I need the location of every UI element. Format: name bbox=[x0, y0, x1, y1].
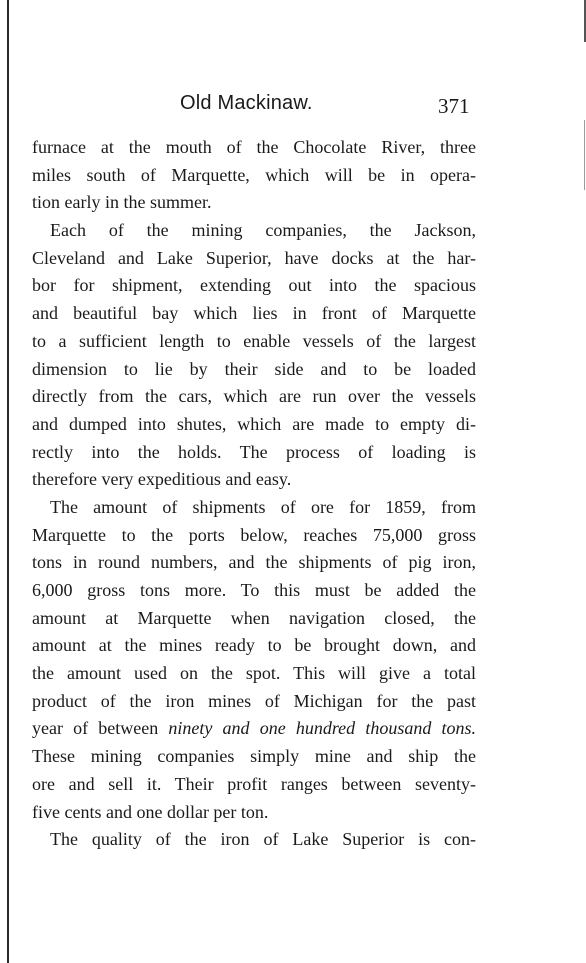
page-header bbox=[0, 92, 586, 122]
text-line: and beautiful bay which lies in front of Marquette bbox=[32, 303, 476, 324]
page-number: 371 bbox=[438, 94, 470, 118]
text-line-plain: year of between bbox=[32, 718, 169, 739]
text-line: amount at the mines ready to be brought down, and bbox=[32, 635, 476, 656]
text-line: and dumped into shutes, which are made to empty di- bbox=[32, 413, 476, 434]
text-line: to a sufficient length to enable vessels of the largest bbox=[32, 330, 476, 351]
text-line: furnace at the mouth of the Chocolate River, three bbox=[32, 137, 476, 157]
italic-phrase: ninety and one hundred thousand tons. bbox=[168, 718, 476, 739]
text-line: Cleveland and Lake Superior, have docks at the har- bbox=[32, 247, 476, 268]
text-line: rectly into the holds. The process of loading is bbox=[32, 441, 476, 462]
text-line: the amount used on the spot. This will give a total bbox=[32, 663, 476, 684]
text-line: product of the iron mines of Michigan for the past bbox=[32, 690, 476, 711]
text-line: tons in round numbers, and the shipments of pig iron, bbox=[32, 552, 476, 573]
text-line: The quality of the iron of Lake Superior is con- bbox=[50, 829, 476, 850]
text-line: directly from the cars, which are run over the vessels bbox=[32, 386, 476, 407]
body-text bbox=[32, 134, 476, 854]
text-line: These mining companies simply mine and ship the bbox=[32, 746, 476, 767]
text-line: amount at Marquette when navigation closed, the bbox=[32, 607, 476, 628]
text-line: therefore very expeditious and easy. bbox=[32, 469, 292, 490]
text-line: Marquette to the ports below, reaches 75,000 gross bbox=[32, 524, 476, 545]
running-title: Old Mackinaw. bbox=[180, 92, 313, 114]
text-line: bor for shipment, extending out into the spacious bbox=[32, 275, 476, 296]
text-line: miles south of Marquette, which will be in opera- bbox=[32, 164, 476, 185]
text-line: The amount of shipments of ore for 1859, from bbox=[50, 496, 476, 517]
text-line bbox=[32, 715, 476, 743]
text-line: ore and sell it. Their profit ranges between seventy- bbox=[32, 773, 476, 794]
text-line: five cents and one dollar per ton. bbox=[32, 801, 269, 822]
text-line: Each of the mining companies, the Jackson, bbox=[50, 220, 476, 241]
text-line: dimension to lie by their side and to be loaded bbox=[32, 358, 476, 379]
page-left-edge bbox=[7, 0, 9, 963]
text-line: tion early in the summer. bbox=[32, 192, 212, 213]
margin-mark bbox=[584, 120, 585, 190]
text-line: 6,000 gross tons more. To this must be added the bbox=[32, 580, 476, 600]
